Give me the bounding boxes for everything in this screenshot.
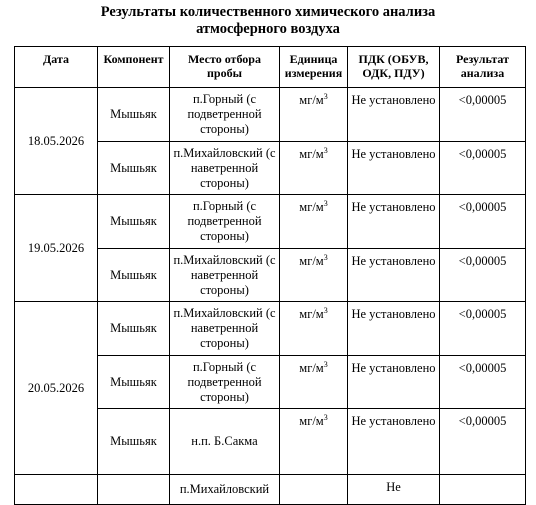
unit-exponent: 3 bbox=[323, 252, 328, 262]
table-row bbox=[15, 302, 526, 356]
analysis-table bbox=[14, 46, 526, 505]
unit-exponent: 3 bbox=[323, 412, 328, 422]
header-place: Место отбора пробы bbox=[170, 47, 280, 88]
unit-cell bbox=[280, 88, 348, 142]
unit-cell bbox=[280, 142, 348, 195]
title-line-1: Результаты количественного химического анализа bbox=[100, 4, 436, 20]
unit-cell bbox=[280, 356, 348, 409]
date-cell: 19.05.2026 bbox=[15, 195, 98, 302]
table-row bbox=[15, 475, 526, 505]
header-unit: Единица измерения bbox=[280, 47, 348, 88]
place-cell: п.Михайловский bbox=[170, 475, 280, 505]
table-row bbox=[15, 88, 526, 142]
pdk-cell: Не установлено bbox=[348, 88, 440, 142]
result-cell: <0,00005 bbox=[440, 249, 526, 302]
component-cell: Мышьяк bbox=[98, 356, 170, 409]
unit-cell bbox=[280, 409, 348, 475]
pdk-cell: Не установлено bbox=[348, 356, 440, 409]
place-cell: н.п. Б.Сакма bbox=[170, 409, 280, 475]
unit-text: мг/м bbox=[299, 147, 324, 161]
unit-cell bbox=[280, 249, 348, 302]
date-cell: 20.05.2026 bbox=[15, 302, 98, 475]
pdk-cell: Не установлено bbox=[348, 409, 440, 475]
component-cell: Мышьяк bbox=[98, 142, 170, 195]
place-cell: п.Михайловский (с наветренной стороны) bbox=[170, 302, 280, 356]
place-cell: п.Михайловский (с наветренной стороны) bbox=[170, 142, 280, 195]
place-cell: п.Горный (с подветренной стороны) bbox=[170, 356, 280, 409]
unit-cell bbox=[280, 195, 348, 249]
result-cell: <0,00005 bbox=[440, 409, 526, 475]
component-cell: Мышьяк bbox=[98, 195, 170, 249]
document-title bbox=[0, 4, 536, 38]
unit-text: мг/м bbox=[299, 414, 324, 428]
unit-exponent: 3 bbox=[323, 305, 328, 315]
result-cell: <0,00005 bbox=[440, 302, 526, 356]
unit-exponent: 3 bbox=[323, 145, 328, 155]
component-cell: Мышьяк bbox=[98, 88, 170, 142]
header-row bbox=[15, 47, 526, 88]
component-cell: Мышьяк bbox=[98, 249, 170, 302]
place-cell: п.Горный (с подветренной стороны) bbox=[170, 195, 280, 249]
result-cell: <0,00005 bbox=[440, 195, 526, 249]
pdk-cell: Не установлено bbox=[348, 302, 440, 356]
title-line-2: атмосферного воздуха bbox=[196, 21, 340, 37]
unit-text: мг/м bbox=[299, 200, 324, 214]
header-component: Компонент bbox=[98, 47, 170, 88]
pdk-cell: Не bbox=[348, 475, 440, 505]
place-cell: п.Горный (с подветренной стороны) bbox=[170, 88, 280, 142]
result-cell: <0,00005 bbox=[440, 88, 526, 142]
unit-cell bbox=[280, 302, 348, 356]
table-row bbox=[15, 195, 526, 249]
pdk-cell: Не установлено bbox=[348, 249, 440, 302]
unit-exponent: 3 bbox=[323, 359, 328, 369]
header-pdk: ПДК (ОБУВ, ОДК, ПДУ) bbox=[348, 47, 440, 88]
header-result: Результат анализа bbox=[440, 47, 526, 88]
unit-text: мг/м bbox=[299, 307, 324, 321]
component-cell: Мышьяк bbox=[98, 409, 170, 475]
result-cell: <0,00005 bbox=[440, 356, 526, 409]
pdk-cell: Не установлено bbox=[348, 195, 440, 249]
date-cell bbox=[15, 475, 98, 505]
unit-text: мг/м bbox=[299, 93, 324, 107]
unit-exponent: 3 bbox=[323, 198, 328, 208]
result-cell: <0,00005 bbox=[440, 142, 526, 195]
component-cell bbox=[98, 475, 170, 505]
unit-text: мг/м bbox=[299, 254, 324, 268]
table-body bbox=[15, 88, 526, 505]
unit-text: мг/м bbox=[299, 361, 324, 375]
unit-cell bbox=[280, 475, 348, 505]
place-cell: п.Михайловский (с наветренной стороны) bbox=[170, 249, 280, 302]
pdk-cell: Не установлено bbox=[348, 142, 440, 195]
result-cell bbox=[440, 475, 526, 505]
date-cell: 18.05.2026 bbox=[15, 88, 98, 195]
header-date: Дата bbox=[15, 47, 98, 88]
unit-exponent: 3 bbox=[323, 91, 328, 101]
component-cell: Мышьяк bbox=[98, 302, 170, 356]
